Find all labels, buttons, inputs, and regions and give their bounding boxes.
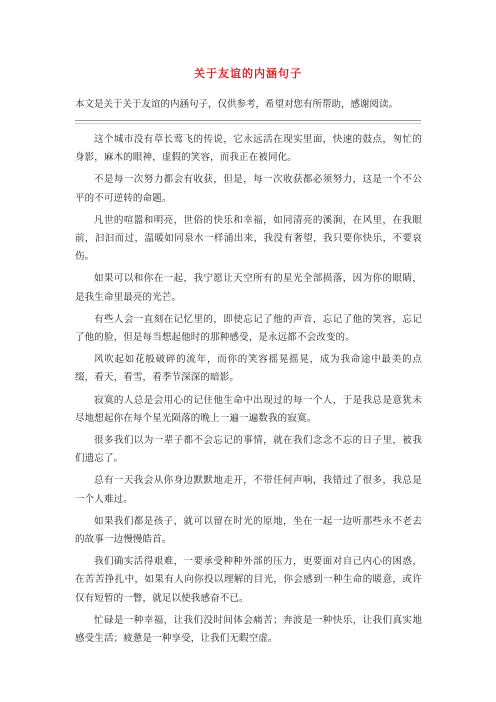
- divider-secondary: [75, 123, 421, 124]
- paragraph: 总有一天我会从你身边默默地走开，不带任何声响，我错过了很多，我总是一个人难过。: [75, 475, 422, 505]
- paragraph: 凡世的喧嚣和明亮，世俗的快乐和幸福，如同清亮的溪涧，在风里，在我眼前，汩汩而过，温暖如同泉水一样涌出来，我没有奢望，我只要你快乐，不要哀伤。: [75, 214, 422, 263]
- body-text: [75, 131, 422, 652]
- paragraph: 风吹起如花般破碎的流年，而你的笑容摇晃摇晃，成为我命途中最美的点缀，看天，看雪，看季节深深的暗影。: [75, 354, 422, 384]
- paragraph: 我们确实活得艰难，一要承受种种外部的压力，更要面对自己内心的困惑，在苦苦挣扎中，如果有人向你投以理解的目光，你会感到一种生命的暖意，或许仅有短暂的一瞥，就足以使我感奋不已。: [75, 556, 422, 604]
- document-title: 关于友谊的内涵句子: [194, 67, 302, 80]
- paragraph: 忙碌是一种幸福，让我们没时间体会痛苦；奔波是一种快乐，让我们真实地感受生活；疲惫是一种享受，让我们无暇空虚。: [75, 614, 422, 645]
- paragraph: 如果我们都是孩子，就可以留在时光的原地，坐在一起一边听那些永不老去的故事一边慢慢皓首。: [75, 515, 422, 546]
- paragraph: 这个城市没有草长莺飞的传说，它永远活在现实里面，快速的鼓点，匆忙的身影，麻木的眼神，虚假的笑容，而我正在被同化。: [75, 134, 422, 164]
- paragraph: 寂寞的人总是会用心的记住他生命中出现过的每一个人，于是我总是意犹未尽地想起你在每个星光陨落的晚上一遍一遍数我的寂寞。: [75, 394, 422, 424]
- paragraph: 很多我们以为一辈子都不会忘记的事情，就在我们念念不忘的日子里，被我们遗忘了。: [75, 435, 422, 465]
- intro-text: 本文是关于关于友谊的内涵句子，仅供参考，希望对您有所帮助，感谢阅读。: [75, 99, 399, 110]
- paragraph: 有些人会一直刻在记忆里的，即使忘记了他的声音，忘记了他的笑容，忘记了他的脸，但是每当想起他时的那种感受，是永远都不会改变的。: [75, 313, 422, 344]
- divider: [75, 120, 421, 121]
- paragraph: 不是每一次努力都会有收获，但是，每一次收获都必须努力，这是一个不公平的不可逆转的命题。: [75, 174, 422, 204]
- paragraph: 如果可以和你在一起，我宁愿让天空所有的星光全部损落，因为你的眼睛，是我生命里最亮的光芒。: [75, 273, 422, 303]
